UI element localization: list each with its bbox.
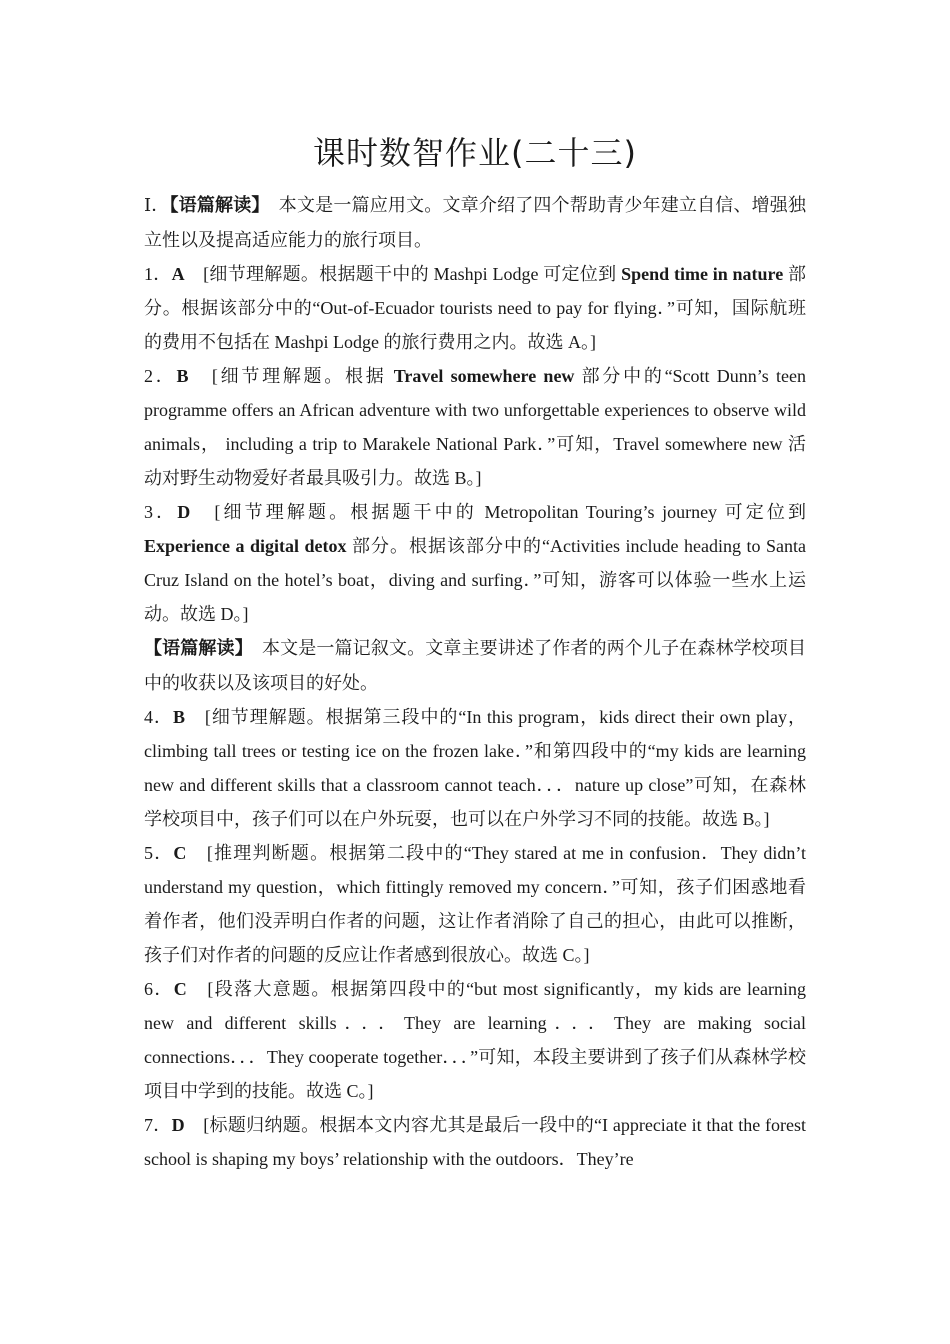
answer-number: 2． [144,366,177,386]
answer-item-6 [144,972,806,1108]
section-text: 本文是一篇记叙文。文章主要讲述了作者的两个儿子在森林学校项目中的收获以及该项目的好处。 [144,638,807,693]
answer-number: 7． [144,1115,172,1135]
reading-summary-2 [144,631,806,700]
answer-bold-phrase: Spend time in nature [621,264,784,284]
section-text: 本文是一篇应用文。文章介绍了四个帮助青少年建立自信、增强独立性以及提高适应能力的旅行项目。 [144,195,806,250]
answer-number: 1． [144,264,172,284]
answer-item-4 [144,700,806,836]
answer-letter: B [176,366,189,386]
answer-bold-phrase: Travel somewhere new [393,366,575,386]
answer-text: [段落大意题。根据第四段中的“but most significantly，my kids are learning new and different skills．．．They are learning．．．They are making social connections．．．They cooperate together．．．”可知，本段主要讲到了孩子们从森林学校项目中学到的技能。故选 C。] [144,979,806,1101]
answer-text: [细节理解题。根据题干中的 Mashpi Lodge 可定位到 [184,264,622,284]
answer-bold-phrase: Experience a digital detox [144,536,347,556]
answer-text: [细节理解题。根据 [188,366,394,386]
answer-text: [细节理解题。根据第三段中的“In this program，kids direct their own play，climbing tall trees or testing ice on the frozen lake．”和第四段中的“my kids are learning new and different skills that a classroom cannot teach．．．nature up close”可知，在森林学校项目中，孩子们可以在户外玩耍，也可以在户外学习不同的技能。故选 B。] [144,707,807,829]
answer-number: 3． [144,502,178,522]
answer-item-3 [144,495,806,631]
answer-text: [细节理解题。根据题干中的 Metropolitan Touring’s journey 可定位到 [190,502,806,522]
section-heading: 【语篇解读】 [169,195,261,216]
answer-letter: C [173,843,187,863]
answer-letter: D [177,502,191,522]
document-page [144,120,806,1176]
answer-letter: C [173,979,187,999]
answer-item-2 [144,359,806,495]
answer-text: [标题归纳题。根据本文内容尤其是最后一段中的“I appreciate it that the forest school is shaping my boys’ relationship with the outdoors．They’re [144,1115,806,1169]
answer-number: 6． [144,979,174,999]
answer-text: [推理判断题。根据第二段中的“They stared at me in confusion．They didn’t understand my question，which fittingly removed my concern．”可知，孩子们困惑地看着作者，他们没弄明白作者的问题，这让作者消除了自己的担心，由此可以推断，孩子们对作者的问题的反应让作者感到很放心。故选 C。] [144,843,806,965]
answer-letter: B [172,707,185,727]
section-prefix: Ⅰ． [144,195,170,215]
answer-number: 5． [144,843,174,863]
answer-text: 部分。根据该部分中的“Activities include heading to Santa Cruz Island on the hotel’s boat，diving and surfing．”可知，游客可以体验一些水上运动。故选 D。] [144,536,806,624]
page-title: 课时数智作业(二十三) [313,134,637,172]
answer-item-5 [144,836,806,972]
answer-letter: D [171,1115,185,1135]
answer-item-1 [144,257,806,359]
section-heading: 【语篇解读】 [144,638,244,659]
answer-number: 4． [144,707,173,727]
reading-summary-1 [144,188,806,257]
answer-item-7 [144,1108,806,1176]
answer-text: 部分。根据该部分中的“Out-of-Ecuador tourists need to pay for flying．”可知，国际航班的费用不包括在 Mashpi Lodge 的旅行费用之内。故选 A。] [144,264,807,352]
answer-letter: A [171,264,185,284]
answer-text: 部分中的“Scott Dunn’s teen programme offers an African adventure with two unforgettable experiences to observe wild animals， including a trip to Marakele National Park．”可知，Travel somewhere new 活动对野生动物爱好者最具吸引力。故选 B。] [144,366,806,488]
